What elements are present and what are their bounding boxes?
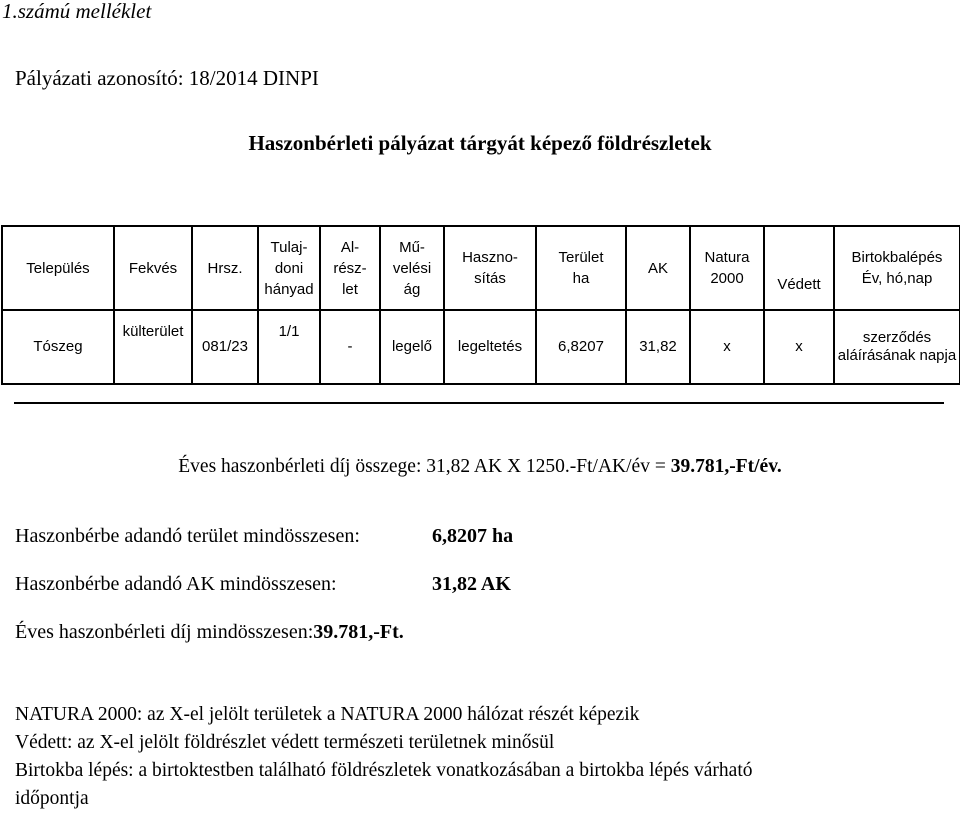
total-ak-label: Haszonbérbe adandó AK mindösszesen: — [15, 573, 337, 595]
cell-possession-text — [835, 329, 959, 365]
header-cultivation-line: ág — [403, 280, 421, 298]
header-location: Fekvés — [114, 226, 192, 310]
header-possession-line: Birtokbalépés — [851, 249, 943, 266]
header-use-line: Haszno- — [462, 249, 518, 266]
header-natura-line: 2000 — [710, 270, 744, 287]
header-natura — [690, 226, 764, 310]
header-subparcel-line: Al- — [340, 238, 360, 256]
table-row — [2, 310, 960, 384]
cell-possession-line: aláírásának napja — [837, 347, 957, 364]
cell-cultivation-text: legelő — [391, 338, 433, 355]
annex-label: 1.számú melléklet — [2, 0, 152, 23]
cell-possession-line: szerződés — [862, 329, 932, 346]
cell-use — [444, 310, 536, 384]
header-area-line: Terület — [558, 249, 604, 266]
cell-possession — [834, 310, 960, 384]
header-settlement: Település — [2, 226, 114, 310]
cell-use-text: legeltetés — [457, 338, 523, 355]
cell-natura-text: x — [723, 338, 731, 355]
cell-settlement-text: Tószeg — [33, 338, 83, 355]
tender-id: Pályázati azonosító: 18/2014 DINPI — [15, 66, 319, 90]
cell-protected-text: x — [795, 338, 803, 355]
cell-ak — [626, 310, 690, 384]
header-ownership — [258, 226, 320, 310]
note-natura: NATURA 2000: az X-el jelölt területek a NATURA 2000 hálózat részét képezik — [15, 704, 640, 725]
fee-formula: Éves haszonbérleti díj összege: 31,82 AK X 1250.-Ft/AK/év = — [178, 456, 671, 477]
parcel-table — [1, 225, 960, 385]
note-protected: Védett: az X-el jelölt földrészlet védett természeti területnek minősül — [15, 732, 555, 753]
cell-ownership — [258, 310, 320, 384]
cell-natura — [690, 310, 764, 384]
total-area-value: 6,8207 ha — [432, 525, 514, 547]
header-ownership-line: hányad — [264, 280, 314, 298]
total-fee — [15, 621, 404, 644]
note-possession: Birtokba lépés: a birtoktestben található földrészletek vonatkozásában a birtokba lépés várható — [15, 760, 753, 781]
total-fee-label: Éves haszonbérleti díj mindösszesen: — [15, 621, 314, 643]
cell-protected — [764, 310, 834, 384]
note-possession-cont: időpontja — [15, 788, 89, 809]
fee-result: 39.781,-Ft/év. — [670, 456, 782, 477]
header-subparcel-line: let — [342, 280, 358, 298]
table-header-row — [2, 226, 960, 310]
header-cultivation — [380, 226, 444, 310]
cell-subparcel-text: - — [347, 338, 353, 355]
cell-settlement — [2, 310, 114, 384]
header-possession — [834, 226, 960, 310]
total-area-label: Haszonbérbe adandó terület mindösszesen: — [15, 525, 360, 547]
header-protected: Védett — [764, 226, 834, 310]
header-use — [444, 226, 536, 310]
cell-subparcel — [320, 310, 380, 384]
cell-location — [114, 310, 192, 384]
header-subparcel — [320, 226, 380, 310]
cell-ak-text: 31,82 — [639, 338, 677, 355]
cell-cultivation — [380, 310, 444, 384]
cell-lot — [192, 310, 258, 384]
total-ak-value: 31,82 AK — [432, 573, 511, 595]
cell-location-text: külterület — [122, 323, 184, 340]
header-lot: Hrsz. — [192, 226, 258, 310]
header-cultivation-line: Mű- — [399, 238, 425, 256]
cell-area-text: 6,8207 — [558, 338, 604, 355]
header-area — [536, 226, 626, 310]
header-cultivation-line: velési — [392, 259, 432, 277]
header-use-line: sítás — [474, 270, 506, 287]
page-title: Haszonbérleti pályázat tárgyát képező földrészletek — [248, 131, 712, 155]
header-ownership-line: doni — [274, 259, 304, 277]
header-subparcel-line: rész- — [333, 259, 367, 277]
header-ownership-line: Tulaj- — [270, 238, 308, 256]
cell-ownership-text: 1/1 — [278, 323, 300, 340]
header-ak: AK — [626, 226, 690, 310]
annual-fee-calculation — [0, 456, 960, 478]
cell-area — [536, 310, 626, 384]
total-fee-value: 39.781,-Ft. — [313, 621, 404, 643]
header-natura-line: Natura — [704, 249, 750, 266]
header-area-line: ha — [572, 270, 590, 287]
cell-lot-text: 081/23 — [202, 338, 248, 355]
header-possession-line: Év, hó,nap — [861, 270, 933, 287]
separator-line — [14, 402, 944, 404]
